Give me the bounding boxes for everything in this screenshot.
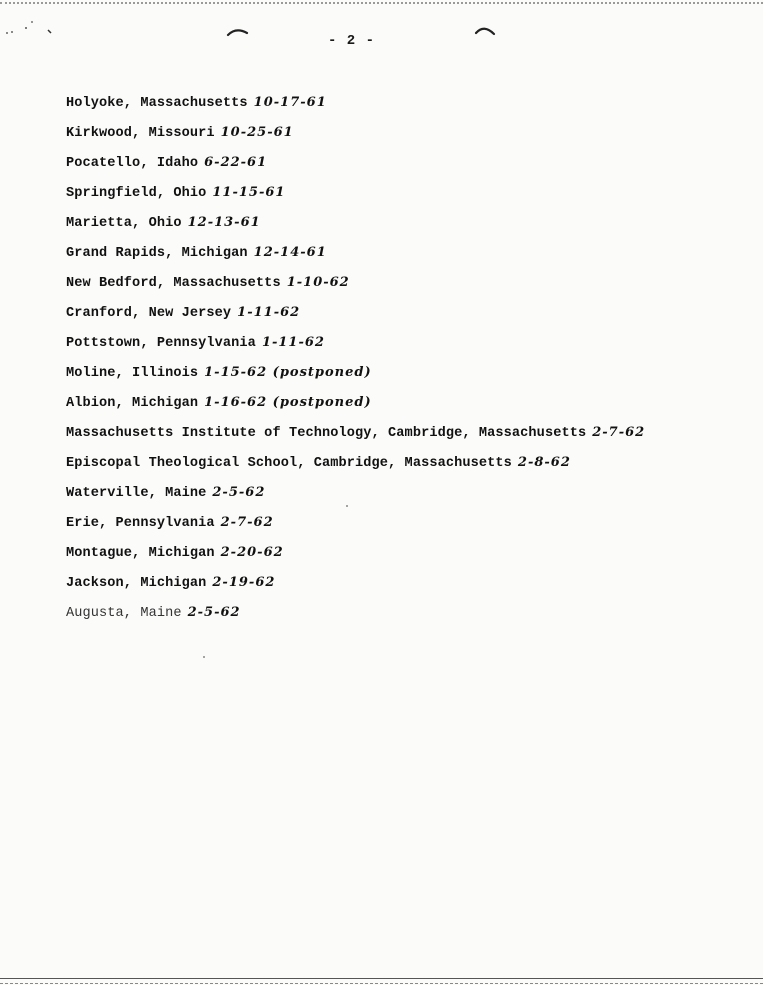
entry-place: Erie, Pennsylvania	[66, 516, 215, 531]
ink-specks-corner	[4, 18, 54, 40]
entry-date-handwritten: 2-19-62	[212, 575, 276, 590]
list-item	[66, 94, 327, 113]
bottom-rule	[0, 978, 763, 979]
entry-date-handwritten: 10-25-61	[220, 125, 294, 140]
speck	[203, 656, 205, 658]
entry-place: Augusta, Maine	[66, 606, 182, 621]
entry-place: New Bedford, Massachusetts	[66, 276, 281, 291]
pen-mark-right	[474, 24, 498, 38]
entry-date-handwritten: 12-14-61	[253, 245, 327, 260]
speck	[346, 505, 348, 507]
entry-date-handwritten: 1-15-62 (postponed)	[204, 365, 372, 380]
list-item	[66, 514, 274, 533]
entry-date-handwritten: 1-11-62	[261, 335, 325, 350]
entry-date-handwritten: 2-5-62	[187, 605, 241, 620]
list-item	[66, 424, 645, 443]
entry-place: Waterville, Maine	[66, 486, 207, 501]
entry-date-handwritten: 2-20-62	[220, 545, 284, 560]
entry-date-handwritten: 2-7-62	[592, 425, 646, 440]
entry-date-handwritten: 2-8-62	[517, 455, 571, 470]
list-item	[66, 334, 325, 353]
entry-place: Pocatello, Idaho	[66, 156, 199, 171]
list-item	[66, 214, 261, 233]
list-item	[66, 544, 284, 563]
list-item	[66, 244, 327, 263]
list-item	[66, 394, 372, 413]
page-number: - 2 -	[328, 33, 376, 49]
list-item	[66, 604, 241, 623]
entry-place: Jackson, Michigan	[66, 576, 207, 591]
list-item	[66, 304, 300, 323]
entry-date-handwritten: 1-10-62	[286, 275, 350, 290]
entry-place: Kirkwood, Missouri	[66, 126, 215, 141]
entry-place: Massachusetts Institute of Technology, Cambridge, Massachusetts	[66, 426, 587, 441]
list-item	[66, 274, 350, 293]
entry-date-handwritten: 1-11-62	[237, 305, 301, 320]
entry-place: Grand Rapids, Michigan	[66, 246, 248, 261]
entry-place: Springfield, Ohio	[66, 186, 207, 201]
list-item	[66, 454, 571, 473]
entry-place: Cranford, New Jersey	[66, 306, 232, 321]
entry-place: Holyoke, Massachusetts	[66, 96, 248, 111]
top-edge-dots	[0, 2, 763, 4]
entry-date-handwritten: 2-7-62	[220, 515, 274, 530]
entry-place: Moline, Illinois	[66, 366, 199, 381]
list-item	[66, 484, 265, 503]
entry-date-handwritten: 6-22-61	[204, 155, 268, 170]
entry-date-handwritten: 10-17-61	[253, 95, 327, 110]
list-item	[66, 184, 285, 203]
entry-place: Albion, Michigan	[66, 396, 199, 411]
list-item	[66, 154, 267, 173]
list-item	[66, 364, 372, 383]
entry-place: Pottstown, Pennsylvania	[66, 336, 256, 351]
entry-place: Marietta, Ohio	[66, 216, 182, 231]
list-item	[66, 574, 275, 593]
entry-place: Montague, Michigan	[66, 546, 215, 561]
entry-date-handwritten: 11-15-61	[212, 185, 286, 200]
entry-date-handwritten: 12-13-61	[187, 215, 261, 230]
bottom-edge-dashes	[0, 983, 763, 984]
entry-date-handwritten: 2-5-62	[212, 485, 266, 500]
entry-date-handwritten: 1-16-62 (postponed)	[204, 395, 372, 410]
list-item	[66, 124, 294, 143]
pen-mark-left	[226, 26, 250, 38]
entry-place: Episcopal Theological School, Cambridge, Massachusetts	[66, 456, 512, 471]
